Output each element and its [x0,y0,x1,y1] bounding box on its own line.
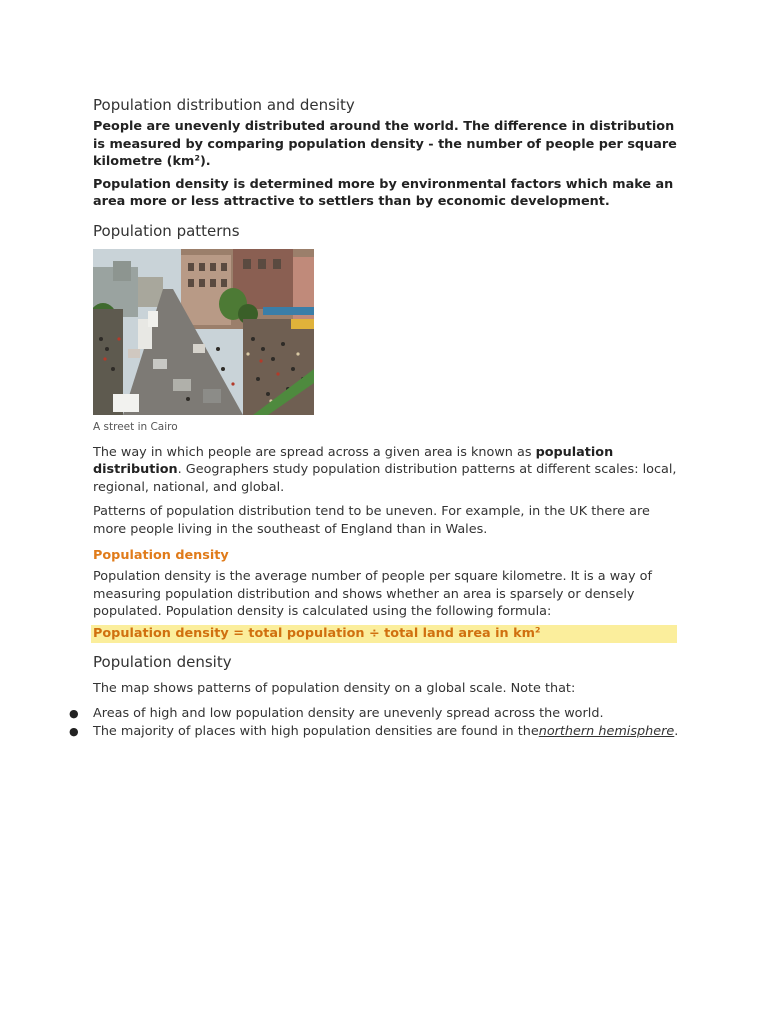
bullet-icon: ● [69,724,79,738]
photo-caption: A street in Cairo [93,420,178,433]
uk-paragraph: Patterns of population distribution tend to be uneven. For example, in the UK there are more people living in the southeast of England than in Wales. [93,504,650,537]
article [69,95,683,740]
cairo-street-photo [93,249,314,415]
patterns-heading: Population patterns [93,221,240,240]
intro-paragraph-1: People are unevenly distributed around the world. The difference in distribution is measured by comparing population density - the number of people per square kilometre (km²). [93,119,677,169]
map-intro: The map shows patterns of population density on a global scale. Note that: [93,680,576,696]
list-item: ● Areas of high and low population density are unevenly spread across the world. [69,706,604,721]
density-subheading: Population density [93,548,229,563]
density-heading: Population density [93,652,232,671]
distribution-paragraph [93,444,683,497]
page-title: Population distribution and density [93,96,355,114]
distribution-text-after: . Geographers study population distribution patterns at different scales: local, regional, national, and global. [93,462,677,495]
northern-hemisphere-link[interactable]: northern hemisphere [538,723,675,739]
distribution-text-before: The way in which people are spread across a given area is known as [93,444,536,460]
distribution-term: population distribution [93,444,614,477]
list-item: ● The majority of places with high population densities are found in thenorthern hemisphere. [69,723,679,739]
density-definition: Population density is the average number of people per square kilometre. It is a way of measuring population distribution and shows whether an area is sparsely or densely populated. Population density is calculated using the following formula: [93,569,652,619]
bullet-icon: ● [69,707,79,720]
notes-list [69,705,683,740]
intro-paragraph-2: Population density is determined more by environmental factors which make an area more or less attractive to settlers than by economic development. [93,176,674,209]
formula-highlight: Population density = total population ÷ total land area in km² [91,625,677,643]
